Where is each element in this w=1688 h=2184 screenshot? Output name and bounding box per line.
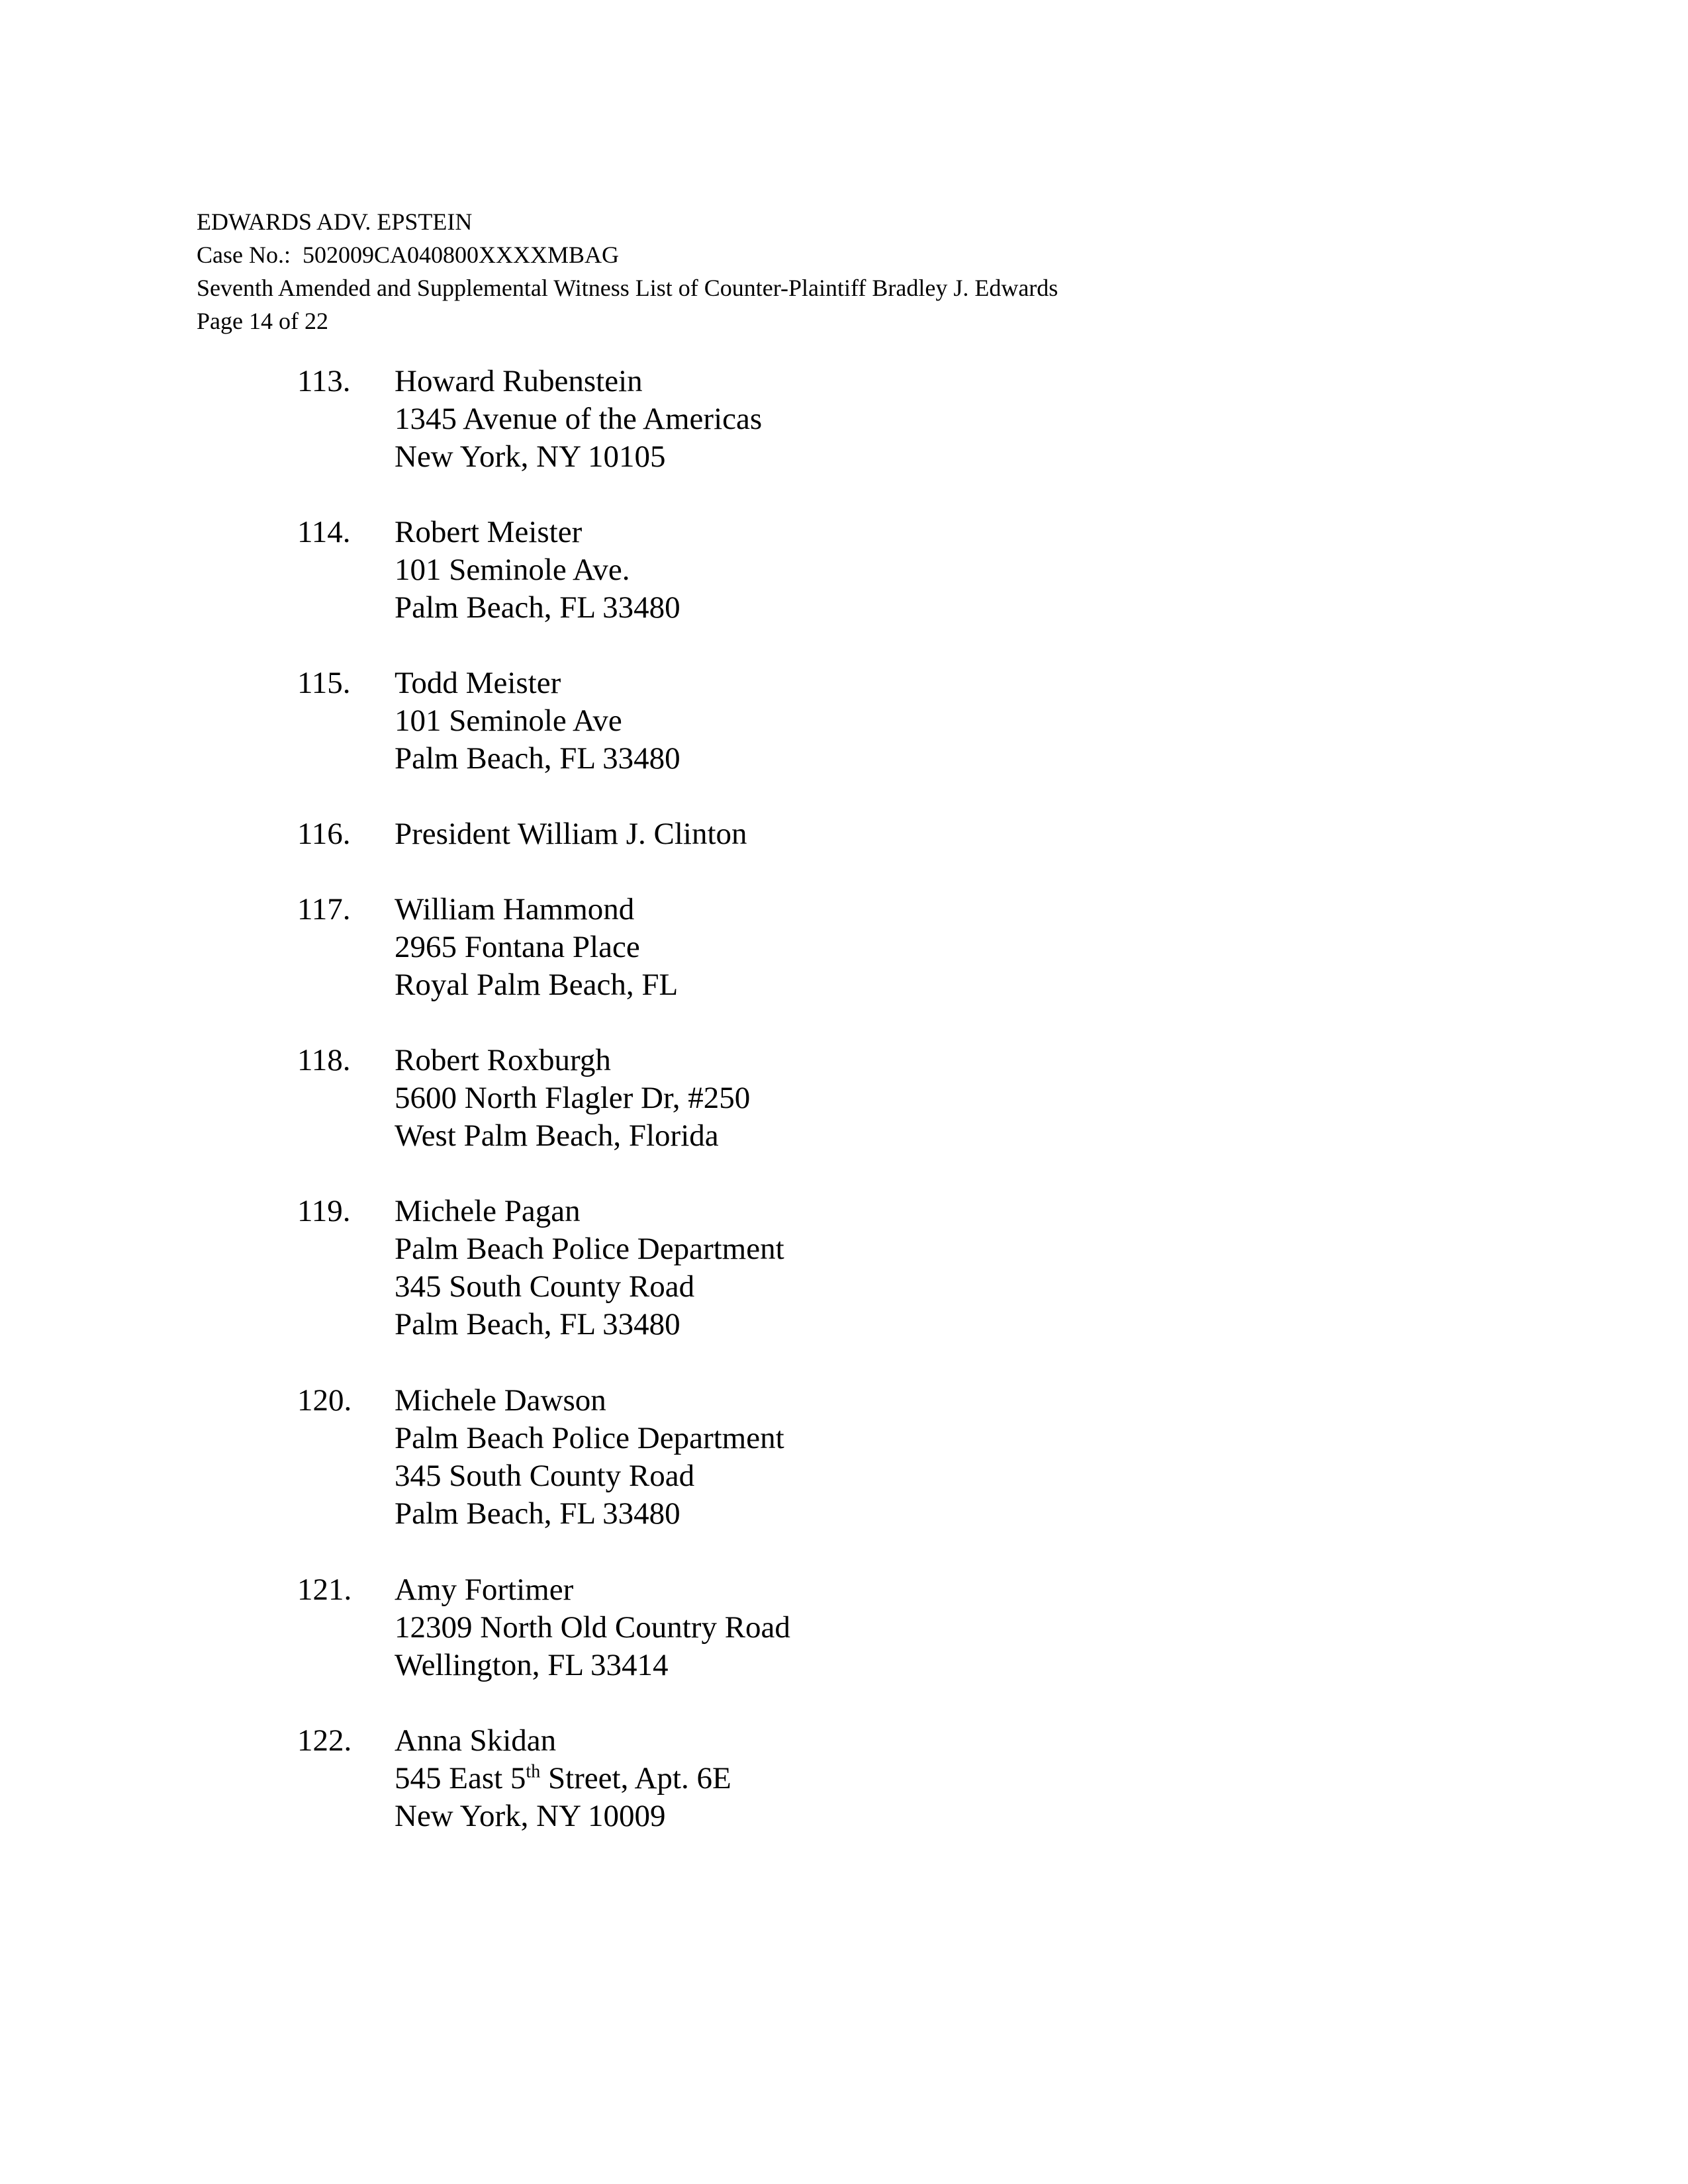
- document-title: Seventh Amended and Supplemental Witness List of Counter-Plaintiff Bradley J. Edwards: [197, 275, 1058, 301]
- address-line: Royal Palm Beach, FL: [395, 968, 679, 1002]
- entry-details: [395, 891, 678, 1004]
- witness-name: Anna Skidan: [395, 1723, 557, 1758]
- page-number: Page 14 of 22: [197, 308, 328, 334]
- entry-number: 120.: [297, 1383, 352, 1418]
- address-line: Palm Beach, FL 33480: [395, 741, 680, 776]
- entry-number: 114.: [297, 515, 351, 549]
- witness-name: Todd Meister: [395, 666, 561, 700]
- address-line: 345 South County Road: [395, 1459, 695, 1493]
- address-line: Palm Beach Police Department: [395, 1421, 784, 1455]
- address-line: 12309 North Old Country Road: [395, 1610, 790, 1645]
- entry-number: 113.: [297, 364, 351, 398]
- address-line: 101 Seminole Ave.: [395, 553, 630, 587]
- ordinal-suffix: th: [526, 1761, 541, 1782]
- entry-number: 121.: [297, 1572, 352, 1607]
- witness-name: Michele Pagan: [395, 1194, 581, 1228]
- address-line: New York, NY 10009: [395, 1799, 666, 1833]
- entry-number: 117.: [297, 892, 351, 927]
- address-line: Wellington, FL 33414: [395, 1648, 669, 1682]
- address-line: 5600 North Flagler Dr, #250: [395, 1081, 751, 1115]
- witness-name: Robert Roxburgh: [395, 1043, 611, 1077]
- entry-details: [395, 1042, 750, 1155]
- address-line: [395, 1760, 731, 1797]
- address-line: 101 Seminole Ave: [395, 704, 622, 738]
- address-text: 545 East 5: [395, 1761, 526, 1796]
- entry-details: [395, 1193, 784, 1343]
- witness-name: Howard Rubenstein: [395, 364, 643, 398]
- entry-details: [395, 363, 762, 476]
- address-text: Street, Apt. 6E: [540, 1761, 731, 1796]
- entry-number: 115.: [297, 666, 351, 700]
- entry-number: 122.: [297, 1723, 352, 1758]
- address-line: New York, NY 10105: [395, 439, 666, 474]
- address-line: 1345 Avenue of the Americas: [395, 402, 763, 436]
- witness-name: Amy Fortimer: [395, 1572, 574, 1607]
- address-line: West Palm Beach, Florida: [395, 1118, 719, 1153]
- entry-details: [395, 664, 680, 778]
- address-line: Palm Beach Police Department: [395, 1232, 784, 1266]
- entry-number: 116.: [297, 817, 351, 851]
- entry-details: [395, 1382, 784, 1533]
- entry-details: [395, 1722, 731, 1835]
- entry-details: [395, 1571, 790, 1684]
- case-number: 502009CA040800XXXXMBAG: [302, 242, 620, 268]
- address-line: Palm Beach, FL 33480: [395, 590, 680, 625]
- entry-details: [395, 815, 747, 853]
- case-title: EDWARDS ADV. EPSTEIN: [197, 208, 473, 235]
- address-line: 345 South County Road: [395, 1269, 695, 1304]
- witness-name: Robert Meister: [395, 515, 583, 549]
- witness-name: William Hammond: [395, 892, 635, 927]
- entry-number: 119.: [297, 1194, 351, 1228]
- address-line: Palm Beach, FL 33480: [395, 1307, 680, 1342]
- witness-name: Michele Dawson: [395, 1383, 606, 1418]
- case-number-label: Case No.:: [197, 242, 291, 268]
- address-line: 2965 Fontana Place: [395, 930, 640, 964]
- witness-name: President William J. Clinton: [395, 817, 747, 851]
- address-line: Palm Beach, FL 33480: [395, 1496, 680, 1531]
- entry-number: 118.: [297, 1043, 351, 1077]
- entry-details: [395, 514, 680, 627]
